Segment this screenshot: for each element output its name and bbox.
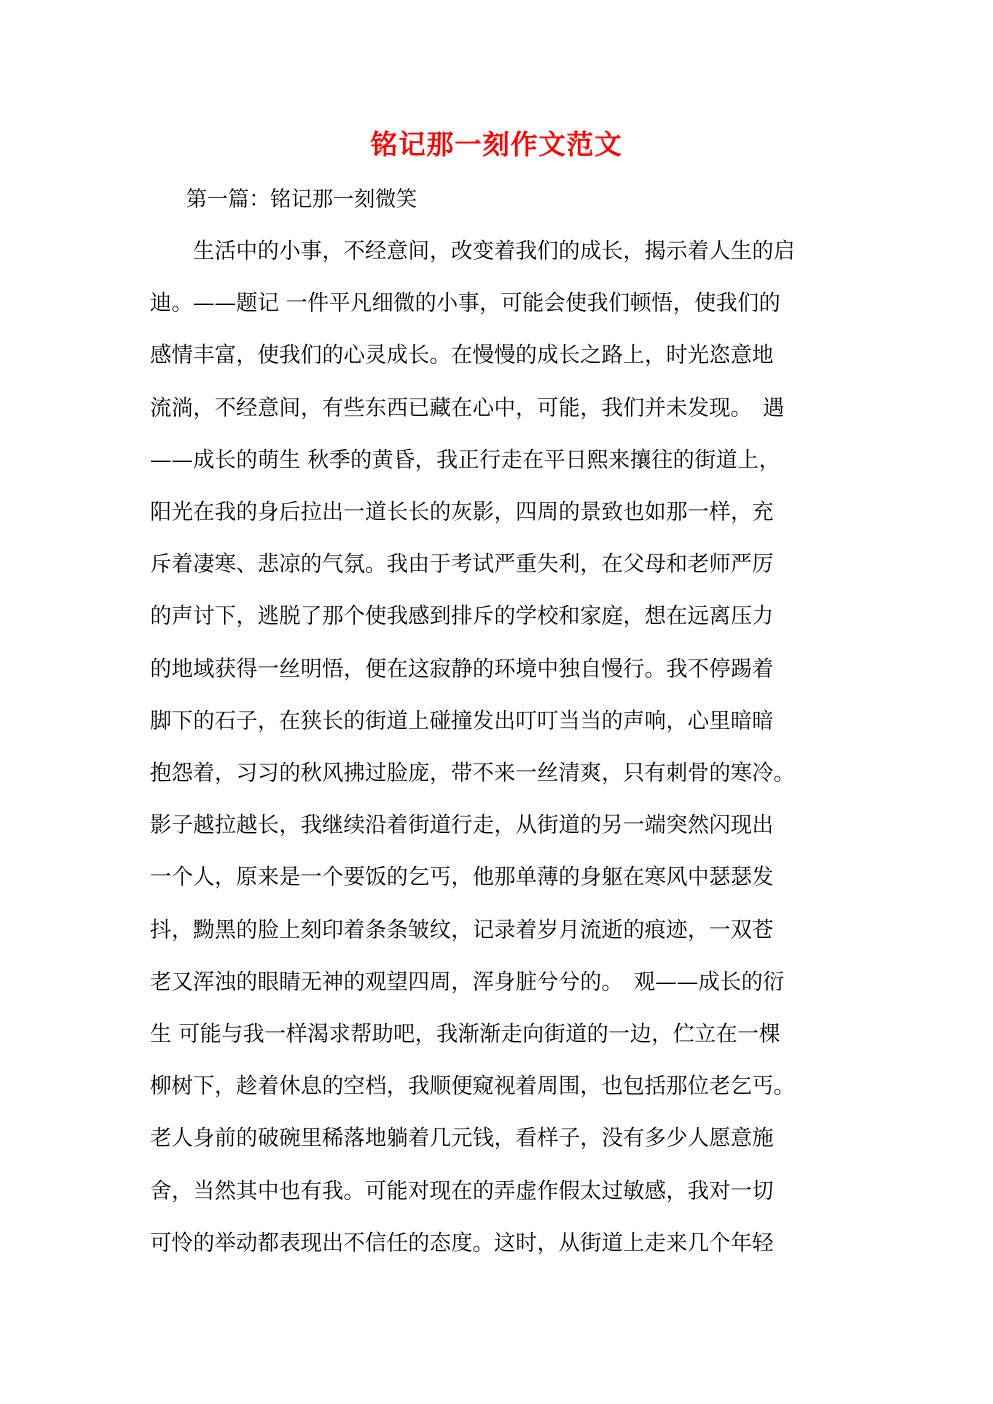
paragraph-line: 阳光在我的身后拉出一道长长的灰影，四周的景致也如那一样，充 <box>150 500 774 525</box>
paragraph-line: 脚下的石子，在狭长的街道上碰撞发出叮叮当当的声响，心里暗暗 <box>150 708 774 734</box>
paragraph-line: 老又浑浊的眼睛无神的观望四周，浑身脏兮兮的。 观——成长的衍 <box>150 969 785 995</box>
section-heading: 第一篇：铭记那一刻微笑 <box>186 187 417 211</box>
paragraph-line: 舍，当然其中也有我。可能对现在的弄虚作假太过敏感，我对一切 <box>150 1178 774 1204</box>
paragraph-line: 生活中的小事，不经意间，改变着我们的成长，揭示着人生的启 <box>150 239 796 264</box>
paragraph-line: 流淌，不经意间，有些东西已藏在心中，可能，我们并未发现。 遇 <box>150 395 785 421</box>
paragraph-line: 影子越拉越长，我继续沿着街道行走，从街道的另一端突然闪现出 <box>150 813 774 839</box>
document-title: 铭记那一刻作文范文 <box>370 130 623 161</box>
paragraph-line: 感情丰富，使我们的心灵成长。在慢慢的成长之路上，时光恣意地 <box>150 343 774 369</box>
paragraph-line: 抱怨着，习习的秋风拂过脸庞，带不来一丝清爽，只有刺骨的寒冷。 <box>150 761 796 786</box>
paragraph-line: ——成长的萌生 秋季的黄昏，我正行走在平日熙来攘往的街道上， <box>150 447 781 473</box>
paragraph-line: 可怜的举动都表现出不信任的态度。这时，从街道上走来几个年轻 <box>150 1230 774 1256</box>
paragraph-line: 生 可能与我一样渴求帮助吧，我渐渐走向街道的一边，伫立在一棵 <box>150 1022 781 1047</box>
paragraph-line: 的地域获得一丝明悟，便在这寂静的环境中独自慢行。我不停踢着 <box>150 656 774 682</box>
paragraph-line: 一个人，原来是一个要饭的乞丐，他那单薄的身躯在寒风中瑟瑟发 <box>150 865 774 891</box>
paragraph-line: 柳树下，趁着休息的空档，我顺便窥视着周围，也包括那位老乞丐。 <box>150 1074 796 1100</box>
paragraph-line: 斥着凄寒、悲凉的气氛。我由于考试严重失利，在父母和老师严厉 <box>150 552 774 578</box>
paragraph-line: 的声讨下，逃脱了那个使我感到排斥的学校和家庭，想在远离压力 <box>150 604 774 630</box>
paragraph-line: 老人身前的破碗里稀落地躺着几元钱，看样子，没有多少人愿意施 <box>150 1126 774 1152</box>
paragraph-line: 抖，黝黑的脸上刻印着条条皱纹，记录着岁月流逝的痕迹，一双苍 <box>150 917 774 943</box>
paragraph-line: 迪。——题记 一件平凡细微的小事，可能会使我们顿悟，使我们的 <box>150 291 781 317</box>
